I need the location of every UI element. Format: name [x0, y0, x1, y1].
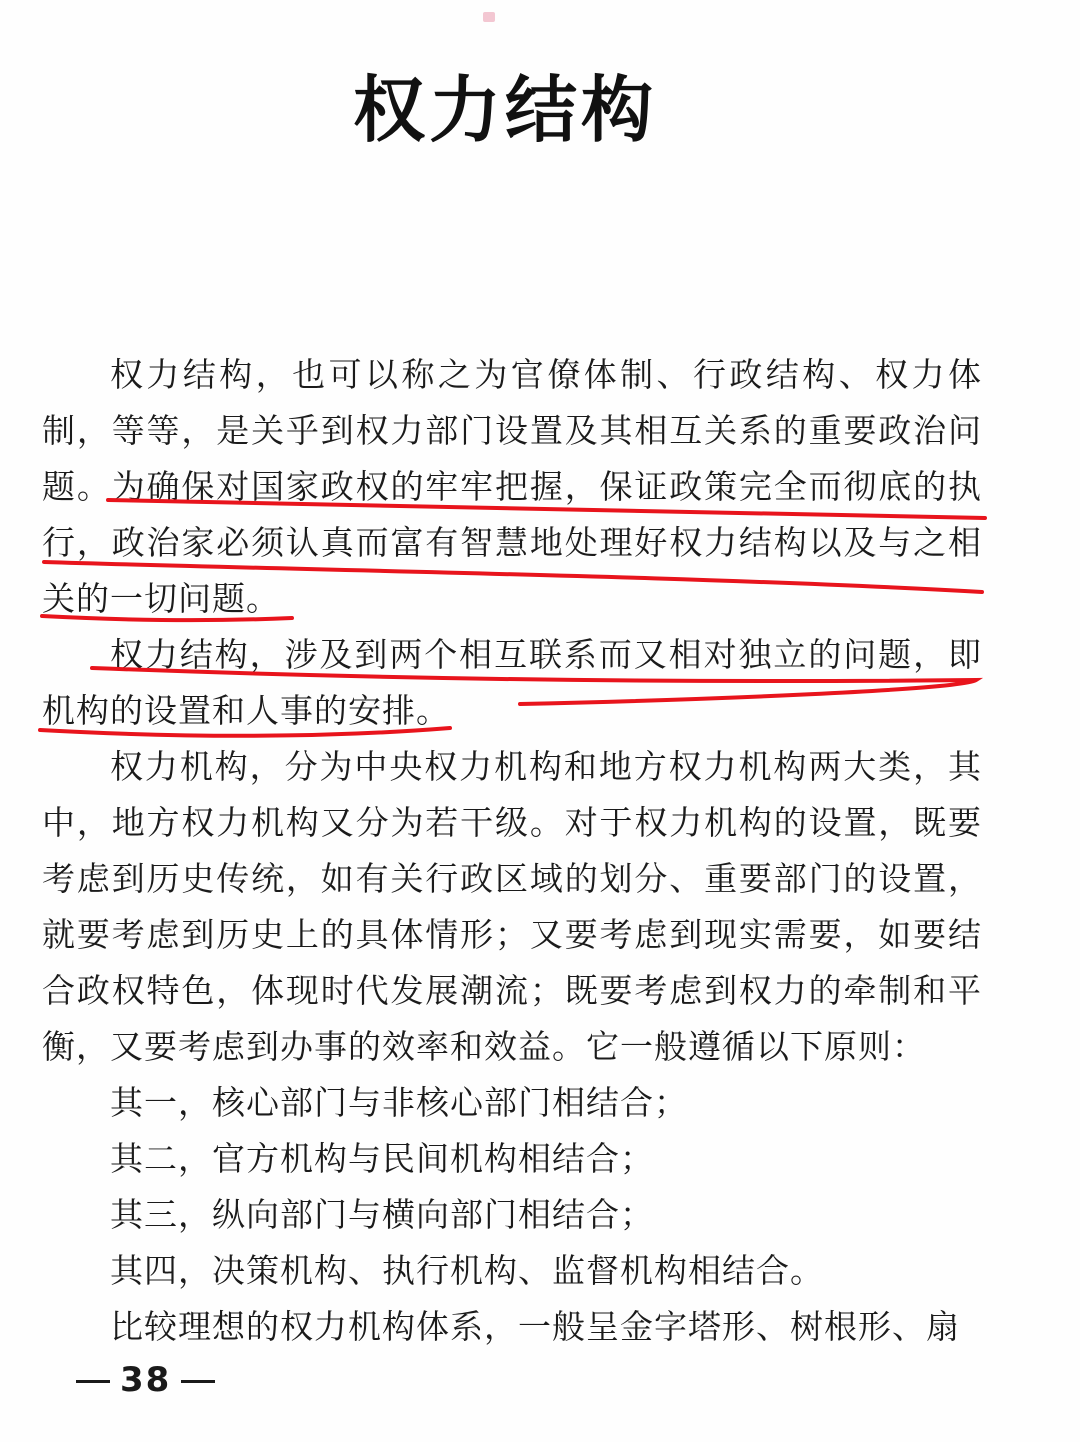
principle-item: 其一，核心部门与非核心部门相结合； [110, 1083, 688, 1122]
page-number [66, 1360, 225, 1400]
paragraph-ideal-system: 比较理想的权力机构体系，一般呈金字塔形、树根形、扇 [110, 1307, 960, 1346]
page-number-dash-right [181, 1380, 215, 1383]
paragraph-structure-issues: 权力结构，涉及到两个相互联系而又相对独立的问题，即机构的设置和人事的安排。 [42, 635, 982, 730]
body-text [42, 347, 982, 1355]
page-number-dash-left [76, 1380, 110, 1383]
page-title: 权力结构 [352, 68, 657, 152]
paragraph-intro: 权力结构，也可以称之为官僚体制、行政结构、权力体制，等等，是关乎到权力部门设置及其相互关系的重要政治问题。为确保对国家政权的牢牢把握，保证政策完全而彻底的执行，政治家必须认真而富有智慧地处理好权力结构以及与之相关的一切问题。 [42, 355, 982, 618]
principle-item: 其二，官方机构与民间机构相结合； [110, 1139, 654, 1178]
principle-item: 其四，决策机构、执行机构、监督机构相结合。 [110, 1251, 824, 1290]
paragraph-institutions: 权力机构，分为中央权力机构和地方权力机构两大类，其中，地方权力机构又分为若干级。对于权力机构的设置，既要考虑到历史传统，如有关行政区域的划分、重要部门的设置，就要考虑到历史上的具体情形；又要考虑到现实需要，如要结合政权特色，体现时代发展潮流；既要考虑到权力的牵制和平衡，又要考虑到办事的效率和效益。它一般遵循以下原则： [42, 747, 982, 1066]
scan-speck [483, 12, 495, 22]
page-number-value: 38 [120, 1360, 172, 1400]
principle-item: 其三，纵向部门与横向部门相结合； [110, 1195, 654, 1234]
